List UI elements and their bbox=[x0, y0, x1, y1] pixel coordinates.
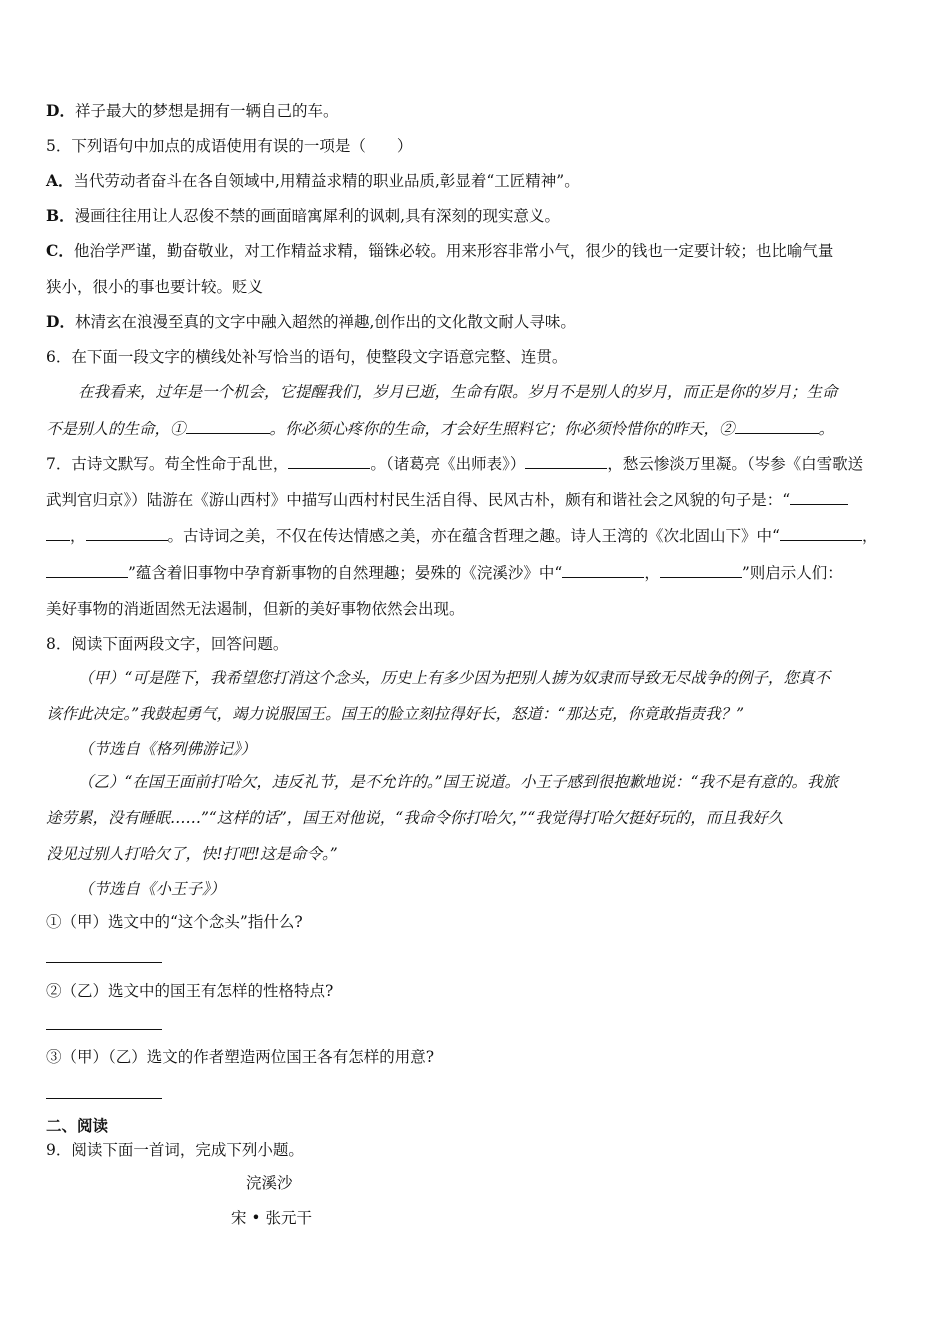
passage-text: 在我看来，过年是一个机会，它提醒我们，岁月已逝，生命有限。岁月不是别人的岁月，而正是你的岁月；生命 bbox=[78, 383, 838, 401]
q8-yi-line-3 bbox=[46, 843, 338, 865]
question-number: 5． bbox=[46, 137, 72, 155]
question-number: 8． bbox=[46, 635, 72, 653]
question-text: 美好事物的消逝固然无法遏制，但新的美好事物依然会出现。 bbox=[46, 600, 465, 618]
passage-text: 。你必须心疼你的生命，才会好生照料它；你必须怜惜你的昨天，② bbox=[269, 420, 735, 438]
question-number: 7． bbox=[46, 455, 72, 473]
q8-sub-question-3 bbox=[46, 1046, 434, 1068]
q8-jia-source bbox=[78, 738, 256, 760]
question-text: ”则启示人们： bbox=[741, 564, 843, 582]
option-label: A． bbox=[46, 171, 74, 190]
q8-sub-question-1 bbox=[46, 911, 303, 933]
option-label: D． bbox=[46, 101, 75, 120]
q8-yi-source bbox=[78, 878, 225, 900]
answer-blank[interactable] bbox=[86, 526, 168, 541]
q8-jia-line-2 bbox=[46, 703, 744, 725]
source-citation: （节选自《格列佛游记》） bbox=[78, 740, 257, 758]
q7-line-1 bbox=[46, 453, 863, 475]
answer-line-1[interactable] bbox=[46, 962, 162, 963]
question-number: 6． bbox=[46, 348, 72, 366]
q7-line-2 bbox=[46, 489, 848, 511]
question-text: 武判官归京》）陆游在《游山西村》中描写山西村村民生活自得、民风古朴，颇有和谐社会之风貌的句子是：“ bbox=[46, 491, 791, 509]
q5-option-d bbox=[46, 311, 576, 333]
answer-blank[interactable] bbox=[288, 454, 370, 469]
question-text: ， bbox=[70, 527, 86, 545]
section-title: 二、阅读 bbox=[46, 1116, 109, 1135]
passage-text: 没见过别人打哈欠了，快!打吧!这是命令。” bbox=[46, 845, 338, 863]
passage-text: 该作此决定。”我鼓起勇气，竭力说服国王。国王的脸立刻拉得好长，怒道：“那达克，你竟敢指责我？” bbox=[46, 705, 745, 723]
q8-yi-line-2 bbox=[46, 807, 783, 829]
answer-blank[interactable] bbox=[790, 490, 848, 505]
q6-passage-line-1 bbox=[78, 381, 838, 403]
q6-passage-line-2 bbox=[46, 418, 834, 440]
question-text: 古诗文默写。苟全性命于乱世， bbox=[71, 455, 289, 473]
option-label: B． bbox=[46, 206, 75, 225]
option-text: 当代劳动者奋斗在各自领域中,用精益求精的职业品质,彰显着“工匠精神”。 bbox=[73, 172, 580, 190]
source-citation: （节选自《小王子》） bbox=[78, 880, 226, 898]
q8-yi-line-1 bbox=[78, 771, 838, 793]
answer-blank[interactable] bbox=[562, 563, 644, 578]
passage-text: 。 bbox=[818, 420, 835, 438]
question-text: 在下面一段文字的横线处补写恰当的语句，使整段文字语意完整、连贯。 bbox=[71, 348, 568, 366]
q6-stem bbox=[46, 346, 567, 368]
answer-blank[interactable] bbox=[46, 563, 128, 578]
question-text: ①（甲）选文中的“这个念头”指什么? bbox=[46, 913, 303, 931]
q8-jia-line-1 bbox=[78, 667, 830, 689]
passage-text: 不是别人的生命，① bbox=[46, 420, 186, 438]
question-text: 阅读下面一首词，完成下列小题。 bbox=[71, 1141, 304, 1159]
question-text: 下列语句中加点的成语使用有误的一项是（ ） bbox=[71, 137, 413, 155]
option-label: D． bbox=[46, 312, 75, 331]
poem-title: 浣溪沙 bbox=[246, 1174, 293, 1192]
question-text: ， bbox=[861, 527, 878, 545]
q5-option-b bbox=[46, 205, 560, 227]
q5-option-c bbox=[46, 240, 833, 262]
q5-option-a bbox=[46, 170, 580, 192]
question-text: ②（乙）选文中的国王有怎样的性格特点? bbox=[46, 982, 334, 1000]
question-text: 。（诸葛亮《出师表》） bbox=[370, 455, 526, 473]
q4-option-d bbox=[46, 100, 338, 122]
passage-text: （甲）“可是陛下，我希望您打消这个念头，历史上有多少因为把别人掳为奴隶而导致无尽战争的例子，您真不 bbox=[78, 669, 830, 687]
answer-blank[interactable] bbox=[46, 526, 70, 541]
poem-author: 宋 • 张元干 bbox=[231, 1209, 312, 1227]
answer-blank[interactable] bbox=[525, 454, 607, 469]
option-text: 他治学严谨，勤奋敬业，对工作精益求精，锱铢必较。用来形容非常小气，很少的钱也一定要计较；也比喻气量 bbox=[73, 242, 834, 260]
option-text: 漫画往往用让人忍俊不禁的画面暗寓犀利的讽刺,具有深刻的现实意义。 bbox=[74, 207, 561, 225]
question-text: ③（甲）（乙）选文的作者塑造两位国王各有怎样的用意? bbox=[46, 1048, 435, 1066]
question-text: ， bbox=[644, 564, 660, 582]
passage-text: 途劳累，没有睡眠……”“这样的话”，国王对他说，“我命令你打哈欠，”“我觉得打哈欠挺好玩的，而且我好久 bbox=[46, 809, 784, 827]
answer-blank-1[interactable] bbox=[186, 419, 270, 434]
q7-line-5 bbox=[46, 598, 465, 620]
option-text: 狭小，很小的事也要计较。贬义 bbox=[46, 278, 264, 296]
q9-stem bbox=[46, 1139, 304, 1161]
question-text: ”蕴含着旧事物中孕育新事物的自然理趣；晏殊的《浣溪沙》中“ bbox=[128, 564, 563, 582]
q5-stem bbox=[46, 135, 412, 157]
answer-blank[interactable] bbox=[780, 526, 862, 541]
passage-text: （乙）“在国王面前打哈欠，违反礼节，是不允许的。”国王说道。小王子感到很抱歉地说：“我不是有意的。我旅 bbox=[78, 773, 839, 791]
answer-line-3[interactable] bbox=[46, 1098, 162, 1099]
option-text: 祥子最大的梦想是拥有一辆自己的车。 bbox=[74, 102, 339, 120]
q8-sub-question-2 bbox=[46, 980, 333, 1002]
q7-line-4 bbox=[46, 562, 843, 584]
answer-line-2[interactable] bbox=[46, 1029, 162, 1030]
q7-line-3 bbox=[46, 525, 877, 547]
question-text: 阅读下面两段文字，回答问题。 bbox=[71, 635, 289, 653]
q5-option-c-cont bbox=[46, 276, 263, 298]
question-text: 。古诗词之美，不仅在传达情感之美，亦在蕴含哲理之趣。诗人王湾的《次北固山下》中“ bbox=[167, 527, 780, 545]
q8-stem bbox=[46, 633, 288, 655]
question-text: ，愁云惨淡万里凝。（岑参《白雪歌送 bbox=[607, 455, 864, 473]
answer-blank-2[interactable] bbox=[735, 419, 819, 434]
answer-blank[interactable] bbox=[660, 563, 742, 578]
option-label: C． bbox=[46, 241, 74, 260]
question-number: 9． bbox=[46, 1141, 72, 1159]
section-heading bbox=[46, 1115, 108, 1137]
option-text: 林清玄在浪漫至真的文字中融入超然的禅趣,创作出的文化散文耐人寻味。 bbox=[74, 313, 576, 331]
